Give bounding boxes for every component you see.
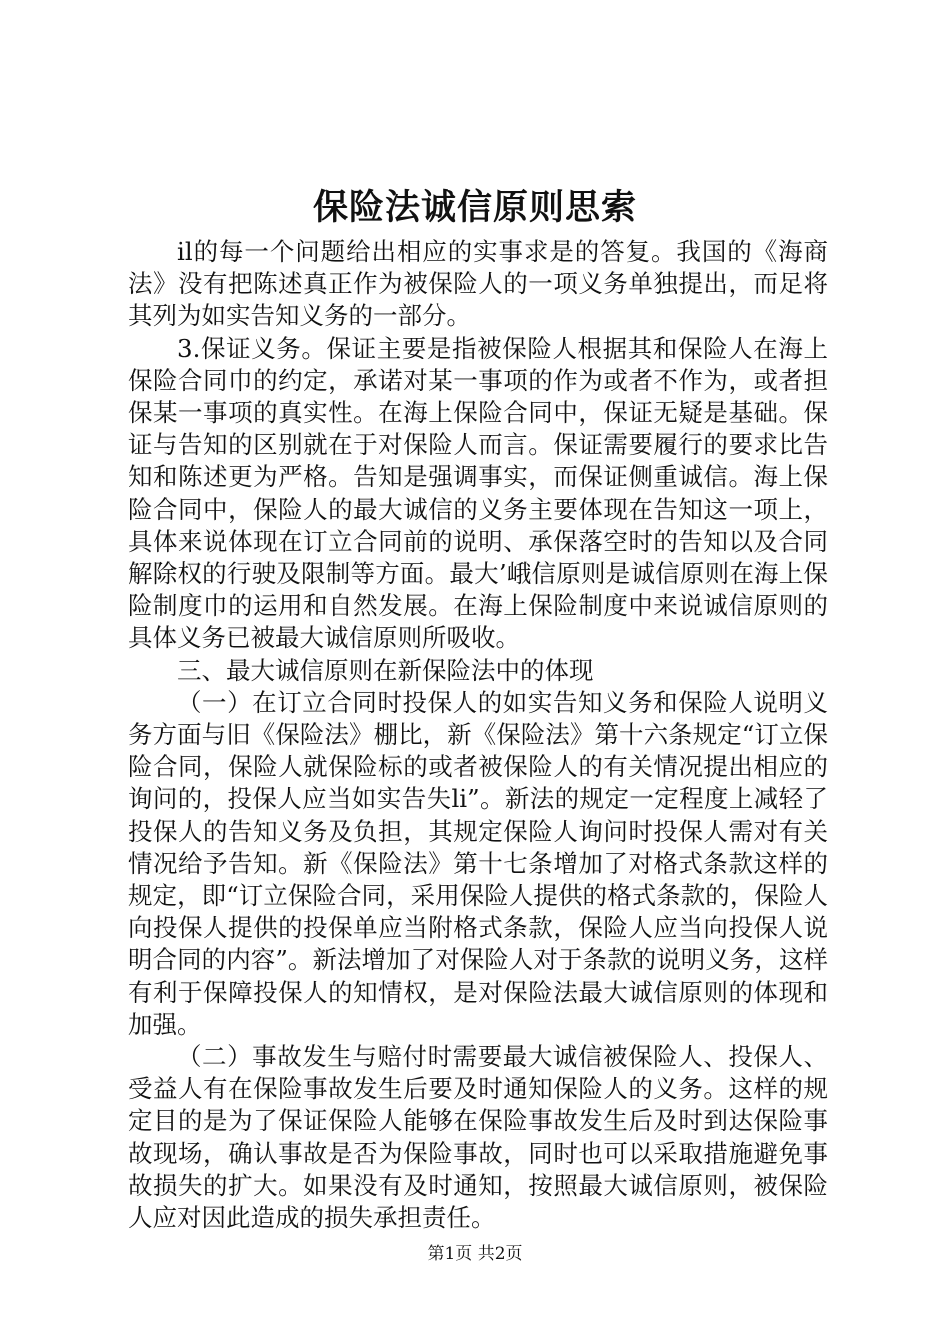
document-title: 保险法诚信原则思索 (312, 187, 637, 228)
paragraph-1: il的每一个问题给出相应的实事求是的答复。我国的《海商法》没有把陈述真正作为被保险人的一项义务单独提出，而足将其列为如实告知义务的一部分。 (128, 237, 828, 331)
document-body (128, 236, 828, 1234)
paragraph-4: （二）事故发生与赔付时需要最大诚信被保险人、投保人、受益人有在保险事故发生后要及时通知保险人的义务。这样的规定目的是为了保证保险人能够在保险事故发生后及时到达保险事故现场，确认事故是否为保险事故，同时也可以采取措施避免事故损失的扩大。如果没有及时通知，按照最大诚信原则，被保险人应对因此造成的损失承担责任。 (128, 1042, 828, 1233)
paragraph-2: 3.保证义务。保证主要是指被保险人根据其和保险人在海上保险合同巾的约定，承诺对某一事项的作为或者不作为，或者担保某一事项的真实性。在海上保险合同中，保证无疑是基础。保证与告知的区别就在于对保险人而言。保证需要履行的要求比告知和陈述更为严格。告知是强调事实，而保证侧重诚信。海上保险合同中，保险人的最大诚信的义务主要体现在告知这一项上，具体来说体现在订立合同前的说明、承保落空时的告知以及合同解除权的行驶及限制等方面。最大’峨信原则是诚信原则在海上保险制度巾的运用和自然发展。在海上保险制度中来说诚信原则的具体义务已被最大诚信原则所吸收。 (128, 333, 828, 653)
page-footer: 第1页 共2页 (427, 1244, 523, 1264)
paragraph-3: （一）在订立合同时投保人的如实告知义务和保险人说明义务方面与旧《保险法》棚比，新《保险法》第十六条规定“订立保险合同，保险人就保险标的或者被保险人的有关情况提出相应的询问的，投保人应当如实告失li”。新法的规定一定程度上减轻了投保人的告知义务及负担，其规定保险人询问时投保人需对有关情况给予告知。新《保险法》第十七条增加了对格式条款这样的规定，即“订立保险合同，采用保险人提供的格式条款的，保险人向投保人提供的投保单应当附格式条款，保险人应当向投保人说明合同的内容”。新法增加了对保险人对于条款的说明义务，这样有利于保障投保人的知情权，是对保险法最大诚信原则的体现和加强。 (128, 687, 828, 1039)
section-heading: 三、最大诚信原则在新保险法中的体现 (177, 655, 594, 685)
